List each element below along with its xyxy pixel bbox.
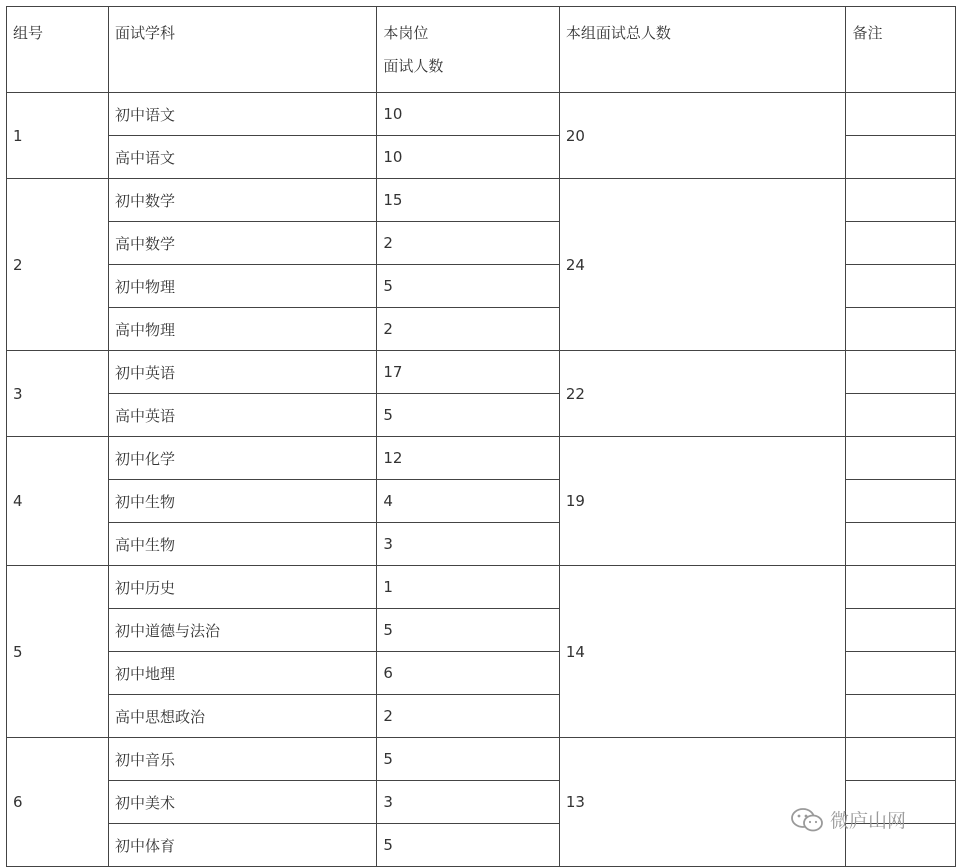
subject-cell: 初中道德与法治 <box>108 609 376 652</box>
remark-cell <box>846 308 956 351</box>
per-post-count-cell: 5 <box>377 609 559 652</box>
group-total-cell: 13 <box>559 738 846 867</box>
subject-cell: 高中英语 <box>108 394 376 437</box>
per-post-count-cell: 4 <box>377 480 559 523</box>
subject-cell: 初中数学 <box>108 179 376 222</box>
group-total-cell: 14 <box>559 566 846 738</box>
per-post-count-cell: 12 <box>377 437 559 480</box>
remark-cell <box>846 523 956 566</box>
per-post-count-cell: 5 <box>377 394 559 437</box>
subject-cell: 初中历史 <box>108 566 376 609</box>
per-post-count-cell: 3 <box>377 523 559 566</box>
per-post-count-cell: 5 <box>377 738 559 781</box>
group-number-cell: 2 <box>7 179 109 351</box>
per-post-count-cell: 2 <box>377 695 559 738</box>
watermark <box>790 806 906 833</box>
watermark-text: 微庐山网 <box>830 810 907 832</box>
table-row <box>7 93 956 136</box>
table-row <box>7 437 956 480</box>
remark-cell <box>846 265 956 308</box>
remark-cell <box>846 566 956 609</box>
group-number-cell: 5 <box>7 566 109 738</box>
subject-cell: 初中生物 <box>108 480 376 523</box>
remark-cell <box>846 695 956 738</box>
subject-cell: 初中物理 <box>108 265 376 308</box>
subject-cell: 高中物理 <box>108 308 376 351</box>
remark-cell <box>846 136 956 179</box>
remark-cell <box>846 351 956 394</box>
header-per-post-line2: 面试人数 <box>383 57 444 75</box>
per-post-count-cell: 10 <box>377 93 559 136</box>
per-post-count-cell: 6 <box>377 652 559 695</box>
per-post-count-cell: 2 <box>377 222 559 265</box>
subject-cell: 初中体育 <box>108 824 376 867</box>
table-body <box>7 7 956 867</box>
group-total-cell: 22 <box>559 351 846 437</box>
subject-cell: 初中语文 <box>108 93 376 136</box>
subject-cell: 高中语文 <box>108 136 376 179</box>
per-post-count-cell: 3 <box>377 781 559 824</box>
group-number-cell: 4 <box>7 437 109 566</box>
subject-cell: 高中生物 <box>108 523 376 566</box>
header-subject: 面试学科 <box>108 7 376 93</box>
subject-cell: 初中英语 <box>108 351 376 394</box>
per-post-count-cell: 17 <box>377 351 559 394</box>
remark-cell <box>846 93 956 136</box>
header-remark: 备注 <box>846 7 956 93</box>
remark-cell <box>846 394 956 437</box>
interview-schedule-table <box>6 6 956 867</box>
subject-cell: 高中数学 <box>108 222 376 265</box>
per-post-count-cell: 5 <box>377 824 559 867</box>
header-row <box>7 7 956 93</box>
per-post-count-cell: 15 <box>377 179 559 222</box>
per-post-count-cell: 10 <box>377 136 559 179</box>
per-post-count-cell: 2 <box>377 308 559 351</box>
remark-cell <box>846 222 956 265</box>
group-number-cell: 3 <box>7 351 109 437</box>
table-row <box>7 566 956 609</box>
remark-cell <box>846 652 956 695</box>
remark-cell <box>846 480 956 523</box>
table-row <box>7 738 956 781</box>
header-group-total: 本组面试总人数 <box>559 7 846 93</box>
subject-cell: 初中美术 <box>108 781 376 824</box>
group-total-cell: 20 <box>559 93 846 179</box>
header-group: 组号 <box>7 7 109 93</box>
group-number-cell: 1 <box>7 93 109 179</box>
group-number-cell: 6 <box>7 738 109 867</box>
group-total-cell: 19 <box>559 437 846 566</box>
wechat-icon <box>790 807 824 833</box>
remark-cell <box>846 179 956 222</box>
group-total-cell: 24 <box>559 179 846 351</box>
subject-cell: 初中地理 <box>108 652 376 695</box>
subject-cell: 初中音乐 <box>108 738 376 781</box>
table-row <box>7 351 956 394</box>
remark-cell <box>846 738 956 781</box>
subject-cell: 高中思想政治 <box>108 695 376 738</box>
header-per-post <box>377 7 559 93</box>
subject-cell: 初中化学 <box>108 437 376 480</box>
header-per-post-line1: 本岗位 <box>383 24 429 42</box>
per-post-count-cell: 1 <box>377 566 559 609</box>
table-row <box>7 179 956 222</box>
remark-cell <box>846 437 956 480</box>
remark-cell <box>846 609 956 652</box>
per-post-count-cell: 5 <box>377 265 559 308</box>
